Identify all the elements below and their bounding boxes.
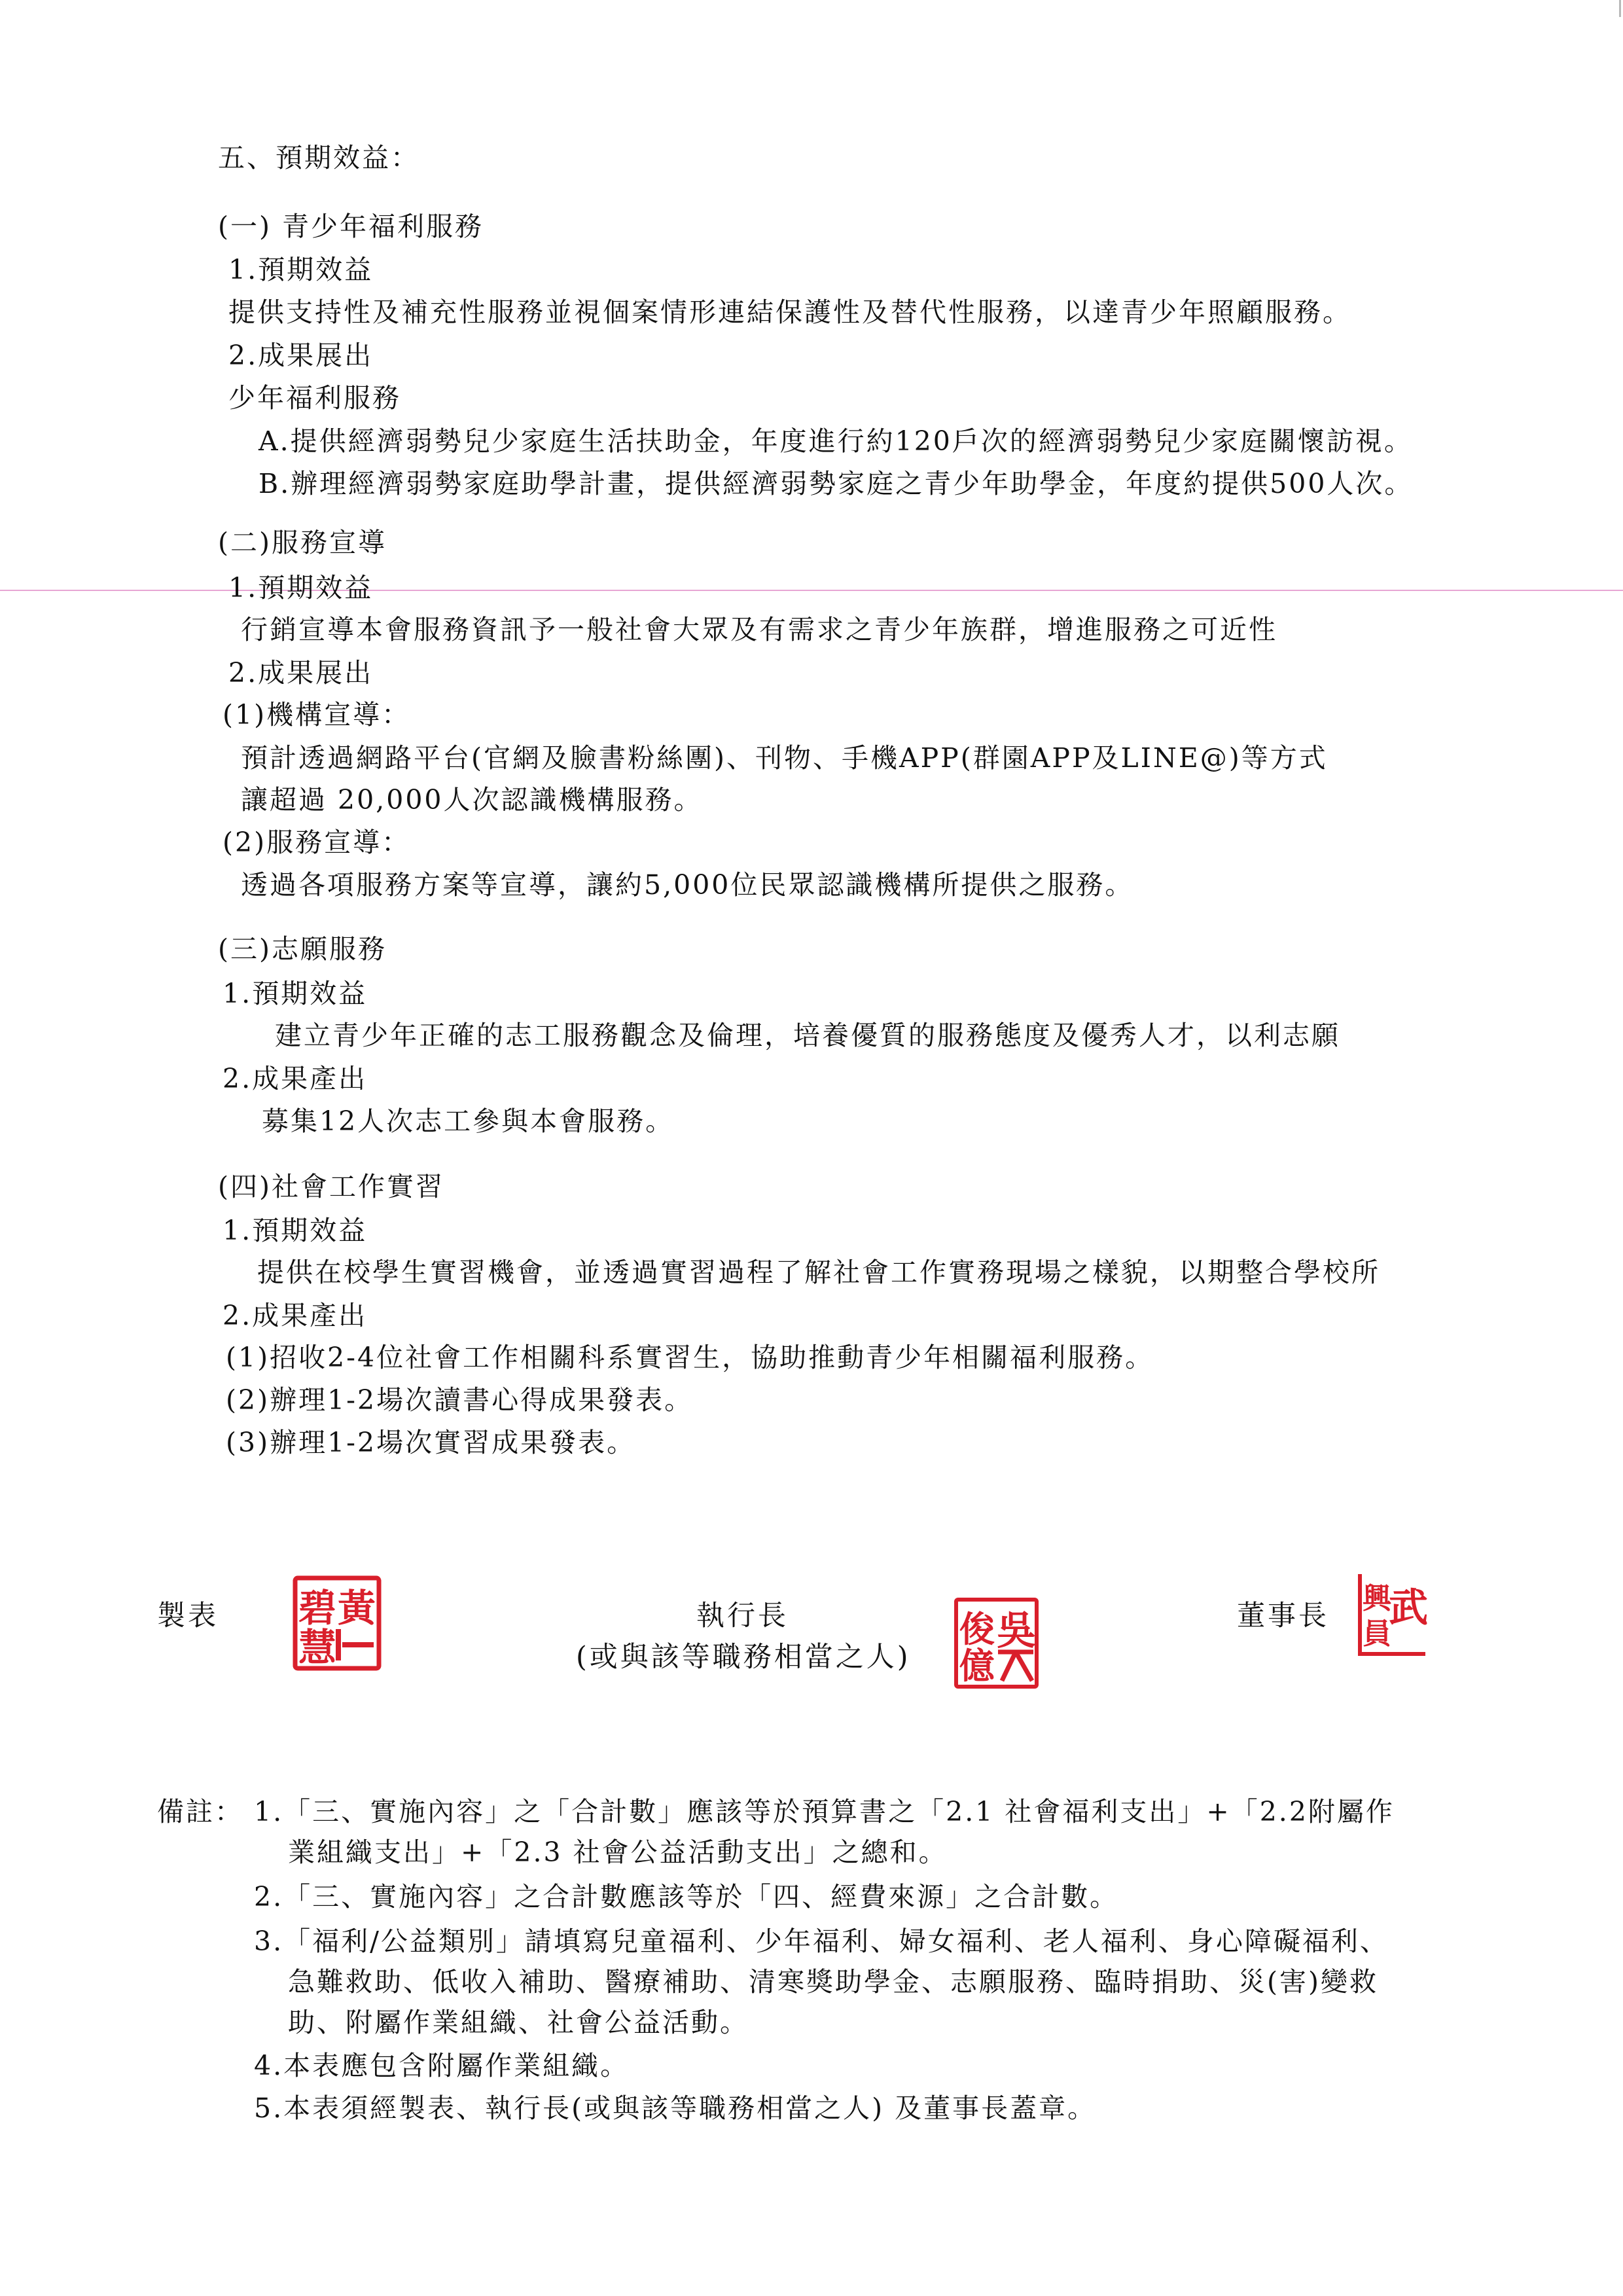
section-2-line-7: (2)服務宣導： [223,827,411,858]
maker-seal-char-3: 慧 [298,1625,337,1670]
chair-seal-char-1: 武 [1389,1585,1428,1631]
ceo-seal-char-1: 吳 [997,1608,1036,1654]
section-4-line-1: 1.預期效益 [223,1215,368,1246]
note-line-4: 3.「福利/公益類別」請填寫兒童福利、少年福利、婦女福利、老人福利、身心障礙福利、 [254,1926,1389,1957]
maker-seal-char-1: 黃 [337,1586,376,1630]
section-4-heading: (四)社會工作實習 [218,1171,444,1202]
section-3-line-1: 1.預期效益 [223,978,368,1009]
section-4-line-5: (2)辦理1-2場次讀書心得成果發表。 [226,1384,694,1416]
section-2-line-5: 預計透過網路平台(官網及臉書粉絲團)、刊物、手機APP(群園APP及LINE@)等方式 [241,742,1328,774]
note-line-5: 急難救助、低收入補助、醫療補助、清寒獎助學金、志願服務、臨時捐助、災(害)變救 [288,1966,1378,1998]
section-1-line-3: 2.成果展出 [228,340,374,371]
section-2-heading: (二)服務宣導 [218,527,387,558]
notes-label: 備註： [157,1796,243,1827]
section-2-line-2: 行銷宣導本會服務資訊予一般社會大眾及有需求之青少年族群，增進服務之可近性 [241,614,1277,645]
note-line-1: 1.「三、實施內容」之「合計數」應該等於預算書之「2.1 社會福利支出」+「2.2附屬作 [254,1796,1395,1827]
section-3-heading: (三)志願服務 [218,933,387,965]
section-3-line-3: 2.成果產出 [223,1063,368,1094]
section-4-line-4: (1)招收2-4位社會工作相關科系實習生，協助推動青少年相關福利服務。 [226,1342,1154,1373]
ceo-label: 執行長 [696,1600,789,1632]
section-2-line-6: 讓超過 20,000人次認識機構服務。 [241,784,703,816]
section-3-line-4: 募集12人次志工參與本會服務。 [262,1105,675,1137]
section-1-line-1: 1.預期效益 [228,254,374,285]
note-line-7: 4.本表應包含附屬作業組織。 [254,2050,630,2081]
section-title: 五、預期效益： [218,142,419,173]
chair-seal-char-2: 興 [1363,1582,1391,1615]
note-line-3: 2.「三、實施內容」之合計數應該等於「四、經費來源」之合計數。 [254,1881,1119,1912]
section-1-line-2: 提供支持性及補充性服務並視個案情形連結保護性及替代性服務，以達青少年照顧服務。 [228,296,1351,328]
section-2-line-3: 2.成果展出 [228,657,374,689]
section-2-line-1: 1.預期效益 [228,572,374,603]
note-line-8: 5.本表須經製表、執行長(或與該等職務相當之人) 及董事長蓋章。 [254,2092,1097,2124]
section-1-heading: (一) 青少年福利服務 [218,211,484,242]
section-4-line-3: 2.成果產出 [223,1300,368,1331]
section-1-line-6: B.辦理經濟弱勢家庭助學計畫，提供經濟弱勢家庭之青少年助學金，年度約提供500人次。 [259,468,1414,499]
scan-edge-mark [1619,0,1621,17]
section-2-line-4: (1)機構宣導： [223,699,411,730]
maker-seal [291,1574,383,1672]
section-4-line-2: 提供在校學生實習機會，並透過實習過程了解社會工作實務現場之樣貌，以期整合學校所 [257,1257,1380,1288]
ceo-sub-label: (或與該等職務相當之人) [576,1641,911,1674]
maker-label: 製表 [157,1600,219,1632]
section-2-line-8: 透過各項服務方案等宣導，讓約5,000位民眾認識機構所提供之服務。 [241,869,1134,901]
section-1-line-5: A.提供經濟弱勢兒少家庭生活扶助金，年度進行約120戶次的經濟弱勢兒少家庭關懷訪視。 [259,425,1413,457]
ceo-seal-char-2: 俊 [959,1608,995,1650]
maker-seal-char-2: 碧 [298,1586,337,1630]
chair-seal [1355,1568,1430,1659]
ceo-seal [952,1596,1041,1691]
section-1-line-4: 少年福利服務 [228,382,401,414]
ceo-seal-char-3: 億 [959,1645,995,1687]
chair-seal-char-3: 員 [1363,1617,1391,1651]
note-line-6: 助、附屬作業組織、社會公益活動。 [288,2007,749,2038]
section-4-line-6: (3)辦理1-2場次實習成果發表。 [226,1427,636,1458]
section-3-line-2: 建立青少年正確的志工服務觀念及倫理，培養優質的服務態度及優秀人才，以利志願 [275,1020,1340,1051]
chair-label: 董事長 [1237,1600,1329,1632]
note-line-2: 業組織支出」+「2.3 社會公益活動支出」之總和。 [288,1837,948,1868]
